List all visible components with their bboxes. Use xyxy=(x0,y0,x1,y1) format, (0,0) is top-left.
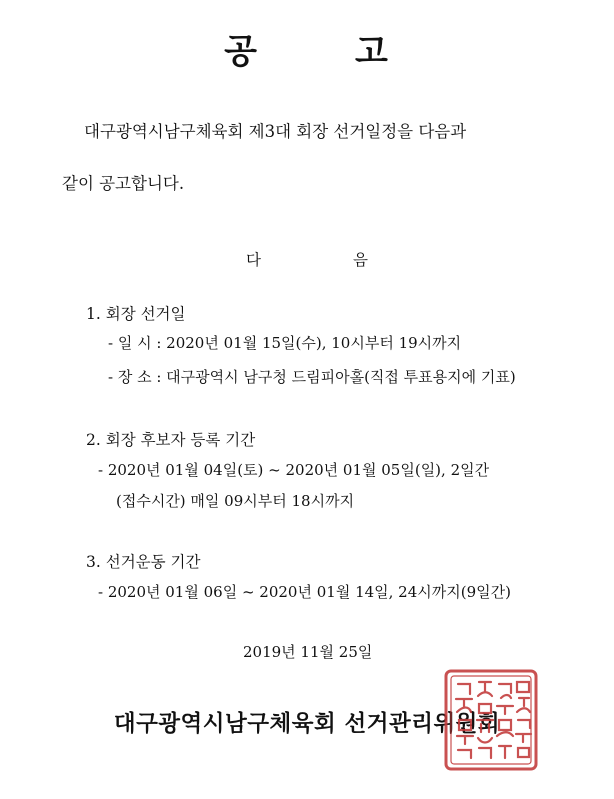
section-1-line-1: - 일 시 : 2020년 01월 15일(수), 10시부터 19시까지 xyxy=(108,334,462,352)
issue-date: 2019년 11월 25일 xyxy=(243,643,373,661)
section-3-line-1: - 2020년 01월 06일 ~ 2020년 01월 14일, 24시까지(9일간) xyxy=(98,583,511,601)
issuer-name: 대구광역시남구체육회 선거관리위원회 xyxy=(113,711,501,737)
section-heading xyxy=(0,248,614,270)
seal-graphic xyxy=(443,668,539,772)
heading-char-2: 음 xyxy=(353,251,368,269)
title-char-2: 고 xyxy=(355,32,390,72)
section-1-title: 1. 회장 선거일 xyxy=(86,305,186,323)
title-char-1: 공 xyxy=(224,32,259,72)
intro-line-2: 같이 공고합니다. xyxy=(62,174,185,193)
section-2-line-1: - 2020년 01월 04일(토) ~ 2020년 01월 05일(일), 2일간 xyxy=(98,461,490,479)
section-2-title: 2. 회장 후보자 등록 기간 xyxy=(86,431,256,449)
heading-char-1: 다 xyxy=(246,251,261,269)
intro-line-1: 대구광역시남구체육회 제3대 회장 선거일정을 다음과 xyxy=(84,122,467,141)
section-1-line-2: - 장 소 : 대구광역시 남구청 드림피아홀(직접 투표용지에 기표) xyxy=(108,368,516,386)
section-3-title: 3. 선거운동 기간 xyxy=(86,553,201,571)
section-2-line-2: (접수시간) 매일 09시부터 18시까지 xyxy=(116,492,355,510)
official-seal-stamp xyxy=(443,668,539,772)
document-title xyxy=(0,24,614,73)
